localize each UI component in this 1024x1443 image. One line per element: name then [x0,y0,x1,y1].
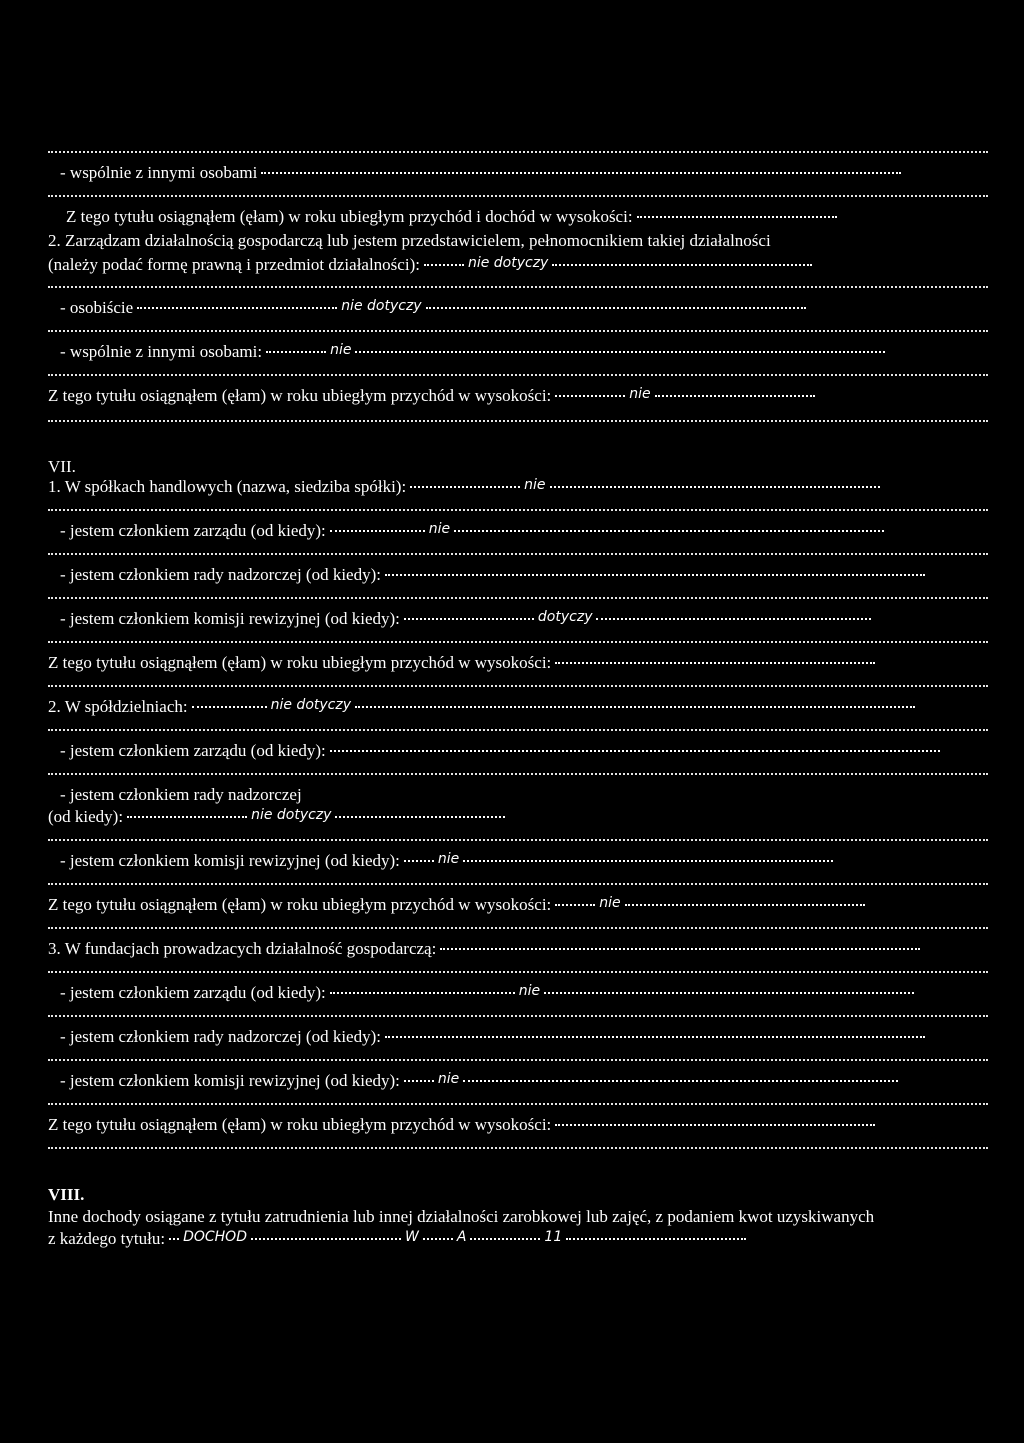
fill-field [266,351,326,353]
row-vii-audit-3 [60,1071,898,1092]
fill-field [127,816,247,818]
fill-field [566,1238,746,1240]
dotted-rule [48,839,988,843]
label-item-2: 2. Zarządzam działalnością gospodarczą lub jestem przedstawicielem, pełnomocnikiem takiej działalności [48,231,771,250]
label-personal: - osobiście [60,298,134,317]
dotted-rule [48,195,988,199]
handwritten-answer: nie [330,342,352,358]
dotted-rule [48,971,988,975]
fill-field [454,530,884,532]
dotted-rule [48,883,988,887]
fill-field [385,1036,925,1038]
dotted-rule [48,927,988,931]
fill-field [555,1124,875,1126]
dotted-rule [48,1015,988,1019]
label-each-title: z każdego tytułu: [48,1229,166,1248]
handwritten-answer: nie [599,895,621,911]
row-vii-3 [48,939,920,959]
row-vii-income [48,653,875,673]
fill-field [655,395,815,397]
section-heading: VIII. [48,1185,85,1204]
dotted-rule [48,1103,988,1107]
fill-field [385,574,925,576]
label-foundations: 3. W fundacjach prowadzacych działalność gospodarczą: [48,939,437,958]
dotted-rule [48,553,988,557]
label-companies: 1. W spółkach handlowych (nazwa, siedziba spółki): [48,477,407,496]
dotted-rule [48,286,988,290]
fill-field [625,904,865,906]
handwritten-answer: nie dotyczy [251,807,332,823]
fill-field [404,618,534,620]
fill-field [596,618,871,620]
fill-field [192,706,267,708]
label-audit: - jestem członkiem komisji rewizyjnej (od kiedy): [60,609,400,628]
handwritten-answer: dotyczy [537,609,593,625]
handwritten-answer: nie [629,386,651,402]
label-income-3: Z tego tytułu osiągnąłem (ęłam) w roku ubiegłym przychód w wysokości: [48,1115,552,1134]
label-since-when: (od kiedy): [48,807,124,826]
handwritten-answer: DOCHOD [183,1229,247,1245]
handwritten-answer: nie [437,1071,460,1087]
fill-field [330,992,515,994]
label-board-2: - jestem członkiem zarządu (od kiedy): [60,741,326,760]
fill-field [355,351,885,353]
label-supervisory-2: - jestem członkiem rady nadzorczej [60,785,302,804]
row-vii-board [60,521,884,542]
label-board-3: - jestem członkiem zarządu (od kiedy): [60,983,326,1002]
section-viii-heading [48,1185,84,1205]
handwritten-answer: nie [524,477,546,493]
fill-field [552,264,812,266]
dotted-rule [48,509,988,513]
row-vii-income-2 [48,895,865,916]
fill-field [261,172,901,174]
fill-field [555,662,875,664]
row-vii-supervisory-2-line1 [60,785,302,805]
dotted-rule [48,420,988,424]
label-audit-2: - jestem członkiem komisji rewizyjnej (od kiedy): [60,851,400,870]
dotted-rule [48,729,988,733]
handwritten-answer: nie [428,521,451,537]
row-viii-line2 [48,1229,746,1250]
dotted-rule [48,374,988,378]
fill-field [410,486,520,488]
row-vii-income-3 [48,1115,875,1135]
row-income-1 [66,207,837,227]
row-item-2-line1 [48,231,771,251]
dotted-rule [48,597,988,601]
fill-field [251,1238,401,1240]
label-audit-3: - jestem członkiem komisji rewizyjnej (od kiedy): [60,1071,400,1090]
dotted-rule [48,151,988,155]
label-cooperatives: 2. W spółdzielniach: [48,697,188,716]
dotted-rule [48,1059,988,1063]
handwritten-answer: nie [518,983,541,999]
row-vii-board-2 [60,741,940,761]
fill-field [555,395,625,397]
fill-field [440,948,920,950]
handwritten-answer: nie [437,851,460,867]
row-vii-supervisory [60,565,925,585]
handwritten-answer: A [456,1229,467,1245]
handwritten-answer: 11 [544,1229,563,1245]
label-joint-persons: - wspólnie z innymi osobami [60,163,258,182]
fill-field [423,1238,453,1240]
handwritten-answer: W [404,1229,419,1245]
label-item-2-detail: (należy podać formę prawną i przedmiot działalności): [48,255,420,274]
fill-field [330,750,940,752]
row-vii-1 [48,477,880,498]
fill-field [404,1080,434,1082]
label-income-1: Z tego tytułu osiągnąłem (ęłam) w roku ubiegłym przychód i dochód w wysokości: [66,207,633,226]
fill-field [426,307,806,309]
fill-field [424,264,464,266]
fill-field [335,816,505,818]
fill-field [355,706,915,708]
label-income: Z tego tytułu osiągnąłem (ęłam) w roku ubiegłym przychód w wysokości: [48,653,552,672]
handwritten-answer: nie dotyczy [341,298,422,314]
row-vii-audit-2 [60,851,833,872]
fill-field [169,1238,179,1240]
handwritten-answer: nie dotyczy [467,255,549,271]
label-other-income: Inne dochody osiągane z tytułu zatrudnienia lub innej działalności zarobkowej lub zajęć, z podaniem kwot uzyskiwanych [48,1207,875,1226]
dotted-rule [48,773,988,777]
fill-field [404,860,434,862]
row-personal [60,298,806,319]
row-joint-persons-2 [60,342,885,363]
row-viii-line1 [48,1207,874,1227]
dotted-rule [48,1147,988,1151]
fill-field [544,992,914,994]
label-income-2: Z tego tytułu osiągnąłem (ęłam) w roku ubiegłym przychód w wysokości: [48,386,552,405]
row-vii-supervisory-2-line2 [48,807,505,828]
fill-field [555,904,595,906]
row-item-2-line2 [48,255,812,276]
row-joint-persons [60,163,901,183]
fill-field [330,530,425,532]
dotted-rule [48,685,988,689]
row-vii-audit [60,609,871,630]
fill-field [470,1238,540,1240]
section-vii-heading [48,457,76,477]
label-supervisory: - jestem członkiem rady nadzorczej (od kiedy): [60,565,381,584]
fill-field [463,1080,898,1082]
handwritten-answer: nie dotyczy [270,697,351,713]
label-joint-persons-2: - wspólnie z innymi osobami: [60,342,263,361]
fill-field [637,216,837,218]
row-vii-supervisory-3 [60,1027,925,1047]
section-heading: VII. [48,457,76,476]
row-vii-board-3 [60,983,914,1004]
dotted-rule [48,641,988,645]
row-income-2 [48,386,815,407]
label-board: - jestem członkiem zarządu (od kiedy): [60,521,326,540]
row-vii-2 [48,697,915,718]
fill-field [550,486,880,488]
label-income-2b: Z tego tytułu osiągnąłem (ęłam) w roku ubiegłym przychód w wysokości: [48,895,552,914]
label-supervisory-3: - jestem członkiem rady nadzorczej (od kiedy): [60,1027,381,1046]
fill-field [137,307,337,309]
dotted-rule [48,330,988,334]
fill-field [463,860,833,862]
